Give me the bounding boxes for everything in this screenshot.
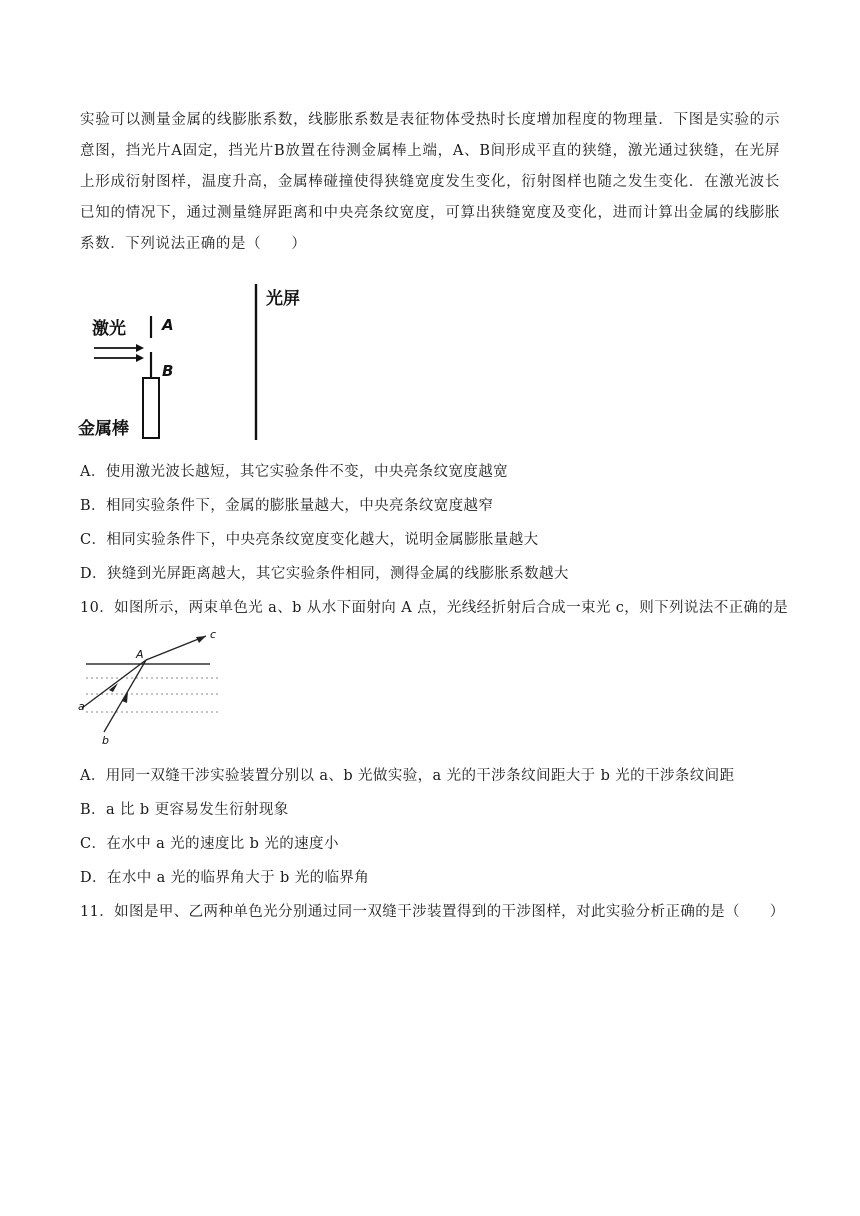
ray-c-label: c — [210, 628, 217, 641]
q10-option-b: B．a 比 b 更容易发生衍射现象 — [80, 802, 289, 818]
question-9-stem: 实验可以测量金属的线膨胀系数，线膨胀系数是表征物体受热时长度增加程度的物理量．下图是实验的示意图，挡光片A固定，挡光片B放置在待测金属棒上端，A、B间形成平直的狭缝，激光通过狭缝，在光屏上形成衍射图样，温度升高，金属棒碰撞使得狭缝宽度发生变化，衍射图样也随之发生变化．在激光波长已知的情况下，通过测量缝屏距离和中央亮条纹宽度，可算出狭缝宽度及变化，进而计算出金属的线膨胀系数．下列说法正确的是（ ） — [80, 112, 780, 252]
q9-option-a: A．使用激光波长越短，其它实验条件不变，中央亮条纹宽度越宽 — [80, 464, 509, 480]
shutter-b-label: B — [162, 362, 174, 380]
laser-label: 激光 — [92, 319, 126, 339]
q9-option-c: C．相同实验条件下，中央亮条纹宽度变化越大，说明金属膨胀量越大 — [80, 532, 539, 548]
refraction-figure — [78, 624, 228, 748]
slit-experiment-figure — [78, 282, 318, 444]
metal-rod-label: 金属棒 — [78, 419, 129, 439]
q10-option-a: A．用同一双缝干涉实验装置分别以 a、b 光做实验，a 光的干涉条纹间距大于 b 光的干涉条纹间距 — [80, 768, 735, 784]
ray-a-label: a — [78, 700, 85, 713]
screen-label: 光屏 — [266, 289, 300, 309]
q9-option-b: B．相同实验条件下，金属的膨胀量越大，中央亮条纹宽度越窄 — [80, 498, 494, 514]
point-a-label: A — [136, 648, 144, 661]
q10-option-c: C．在水中 a 光的速度比 b 光的速度小 — [80, 836, 339, 852]
q9-option-d: D．狭缝到光屏距离越大，其它实验条件相同，测得金属的线膨胀系数越大 — [80, 566, 569, 582]
ray-b-label: b — [102, 734, 109, 747]
shutter-a-label: A — [162, 316, 174, 334]
question-10-stem: 10．如图所示，两束单色光 a、b 从水下面射向 A 点，光线经折射后合成一束光 c，则下列说法不正确的是 — [80, 600, 789, 616]
q10-option-d: D．在水中 a 光的临界角大于 b 光的临界角 — [80, 870, 370, 886]
question-11-stem: 11．如图是甲、乙两种单色光分别通过同一双缝干涉装置得到的干涉图样，对此实验分析正确的是（ ） — [80, 904, 785, 920]
